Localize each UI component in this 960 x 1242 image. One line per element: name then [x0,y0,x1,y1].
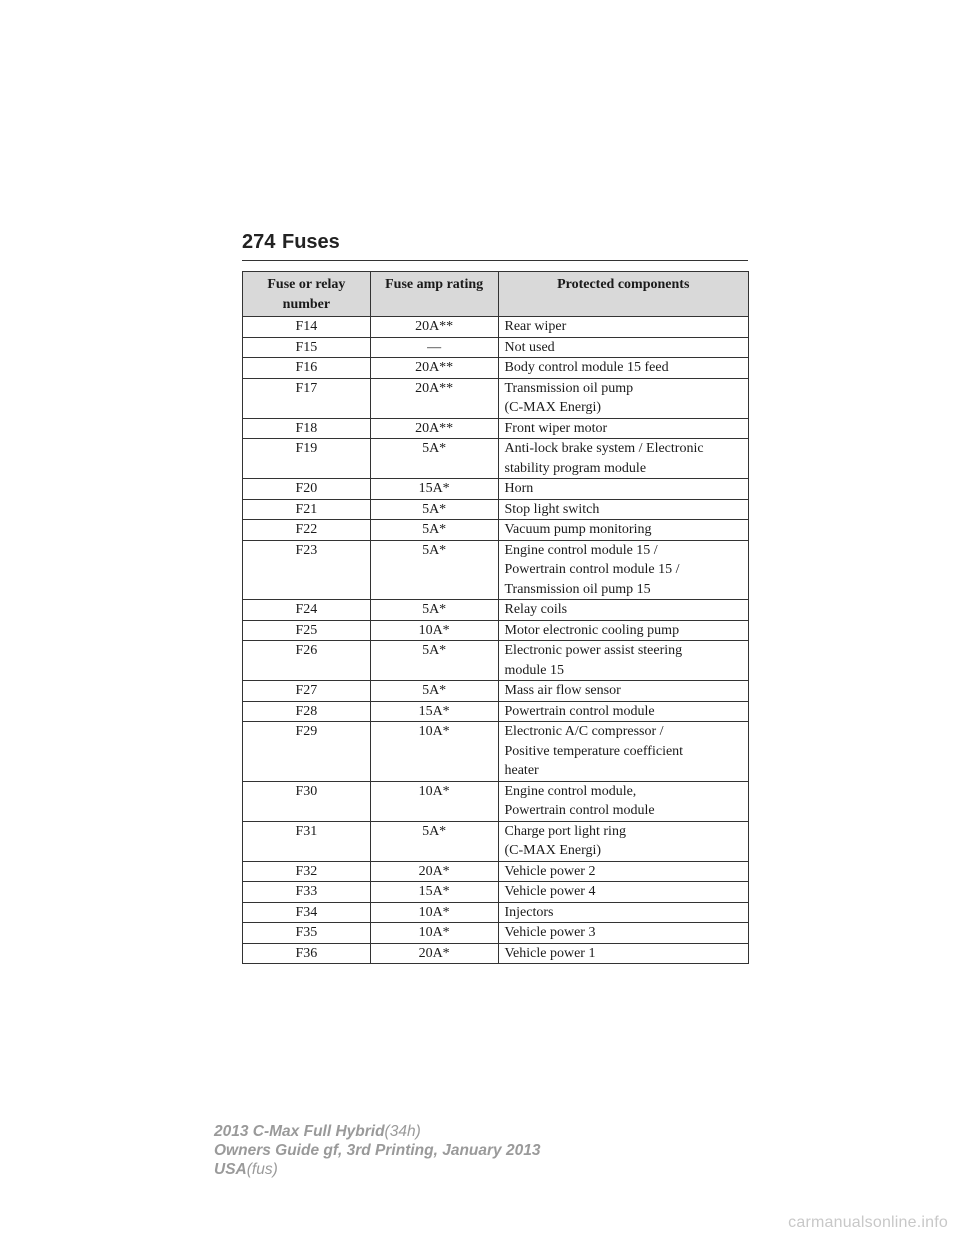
fuse-rating-cell: 5A* [370,681,498,702]
fuse-number-cell: F25 [243,620,371,641]
fuse-number-cell: F22 [243,520,371,541]
fuse-rating-cell: 20A* [370,861,498,882]
fuse-number-cell: F16 [243,358,371,379]
table-row [243,317,749,338]
protected-components-cell: Engine control module 15 / Powertrain control module 15 / Transmission oil pump 15 [498,540,749,600]
header-protected-components: Protected components [498,272,749,317]
footer-line-3 [214,1160,540,1179]
fuse-rating-cell: 15A* [370,882,498,903]
table-row [243,378,749,418]
fuse-rating-cell: 5A* [370,520,498,541]
protected-components-cell: Mass air flow sensor [498,681,749,702]
fuse-rating-cell: 5A* [370,540,498,600]
table-row [243,540,749,600]
protected-components-cell: Relay coils [498,600,749,621]
table-row [243,781,749,821]
protected-components-cell: Transmission oil pump (C-MAX Energi) [498,378,749,418]
table-row [243,439,749,479]
fuse-number-cell: F18 [243,418,371,439]
footer-line-2: Owners Guide gf, 3rd Printing, January 2013 [214,1142,541,1159]
table-row [243,520,749,541]
fuse-number-cell: F24 [243,600,371,621]
fuse-number-cell: F26 [243,641,371,681]
fuse-rating-cell: 5A* [370,439,498,479]
table-row [243,479,749,500]
protected-components-cell: Vehicle power 4 [498,882,749,903]
protected-components-cell: Injectors [498,902,749,923]
protected-components-cell: Motor electronic cooling pump [498,620,749,641]
table-row [243,701,749,722]
fuse-number-cell: F36 [243,943,371,964]
protected-components-cell: Engine control module, Powertrain control module [498,781,749,821]
protected-components-cell: Vehicle power 1 [498,943,749,964]
fuse-table [242,271,749,964]
fuse-rating-cell: 20A** [370,358,498,379]
fuse-number-cell: F32 [243,861,371,882]
header-fuse-number: Fuse or relay number [243,272,371,317]
footer-market: USA [214,1161,247,1178]
fuse-number-cell: F27 [243,681,371,702]
page-header [242,228,748,261]
table-row [243,722,749,782]
table-row [243,821,749,861]
table-row [243,600,749,621]
table-row [243,620,749,641]
fuse-number-cell: F14 [243,317,371,338]
fuse-rating-cell: 20A** [370,418,498,439]
table-row [243,337,749,358]
protected-components-cell: Vacuum pump monitoring [498,520,749,541]
table-row [243,902,749,923]
fuse-rating-cell: 5A* [370,499,498,520]
protected-components-cell: Electronic power assist steering module 15 [498,641,749,681]
protected-components-cell: Front wiper motor [498,418,749,439]
table-row [243,882,749,903]
protected-components-cell: Powertrain control module [498,701,749,722]
fuse-rating-cell: 10A* [370,923,498,944]
fuse-number-cell: F23 [243,540,371,600]
page-number: 274 [242,231,276,253]
fuse-rating-cell: 5A* [370,641,498,681]
protected-components-cell: Body control module 15 feed [498,358,749,379]
fuse-rating-cell: 5A* [370,821,498,861]
fuse-number-cell: F29 [243,722,371,782]
fuse-number-cell: F31 [243,821,371,861]
footer-line-1 [214,1122,540,1141]
fuse-number-cell: F28 [243,701,371,722]
table-row [243,499,749,520]
fuse-number-cell: F17 [243,378,371,418]
fuse-number-cell: F35 [243,923,371,944]
protected-components-cell: Anti-lock brake system / Electronic stability program module [498,439,749,479]
fuse-number-cell: F15 [243,337,371,358]
protected-components-cell: Electronic A/C compressor / Positive temperature coefficient heater [498,722,749,782]
fuse-rating-cell: 10A* [370,781,498,821]
table-row [243,861,749,882]
fuse-rating-cell: 20A* [370,943,498,964]
fuse-rating-cell: 20A** [370,378,498,418]
footer-market-code: (fus) [246,1161,278,1178]
watermark-text: carmanualsonline.info [788,1214,948,1231]
header-fuse-rating: Fuse amp rating [370,272,498,317]
fuse-number-cell: F20 [243,479,371,500]
fuse-number-cell: F19 [243,439,371,479]
protected-components-cell: Vehicle power 3 [498,923,749,944]
section-title: Fuses [282,231,340,253]
table-row [243,418,749,439]
protected-components-cell: Rear wiper [498,317,749,338]
table-row [243,923,749,944]
table-row [243,358,749,379]
protected-components-cell: Not used [498,337,749,358]
fuse-rating-cell: 10A* [370,902,498,923]
table-row [243,641,749,681]
protected-components-cell: Horn [498,479,749,500]
fuse-table-body [243,317,749,964]
fuse-rating-cell: 20A** [370,317,498,338]
fuse-rating-cell: 15A* [370,701,498,722]
table-row [243,943,749,964]
document-footer [214,1122,540,1179]
fuse-number-cell: F30 [243,781,371,821]
fuse-rating-cell: — [370,337,498,358]
protected-components-cell: Vehicle power 2 [498,861,749,882]
footer-model-code: (34h) [384,1123,421,1140]
fuse-rating-cell: 10A* [370,620,498,641]
fuse-rating-cell: 5A* [370,600,498,621]
fuse-number-cell: F34 [243,902,371,923]
footer-model: 2013 C-Max Full Hybrid [214,1123,385,1140]
table-row [243,681,749,702]
table-header-row [243,272,749,317]
protected-components-cell: Charge port light ring (C-MAX Energi) [498,821,749,861]
protected-components-cell: Stop light switch [498,499,749,520]
fuse-number-cell: F21 [243,499,371,520]
fuse-rating-cell: 15A* [370,479,498,500]
fuse-rating-cell: 10A* [370,722,498,782]
fuse-number-cell: F33 [243,882,371,903]
